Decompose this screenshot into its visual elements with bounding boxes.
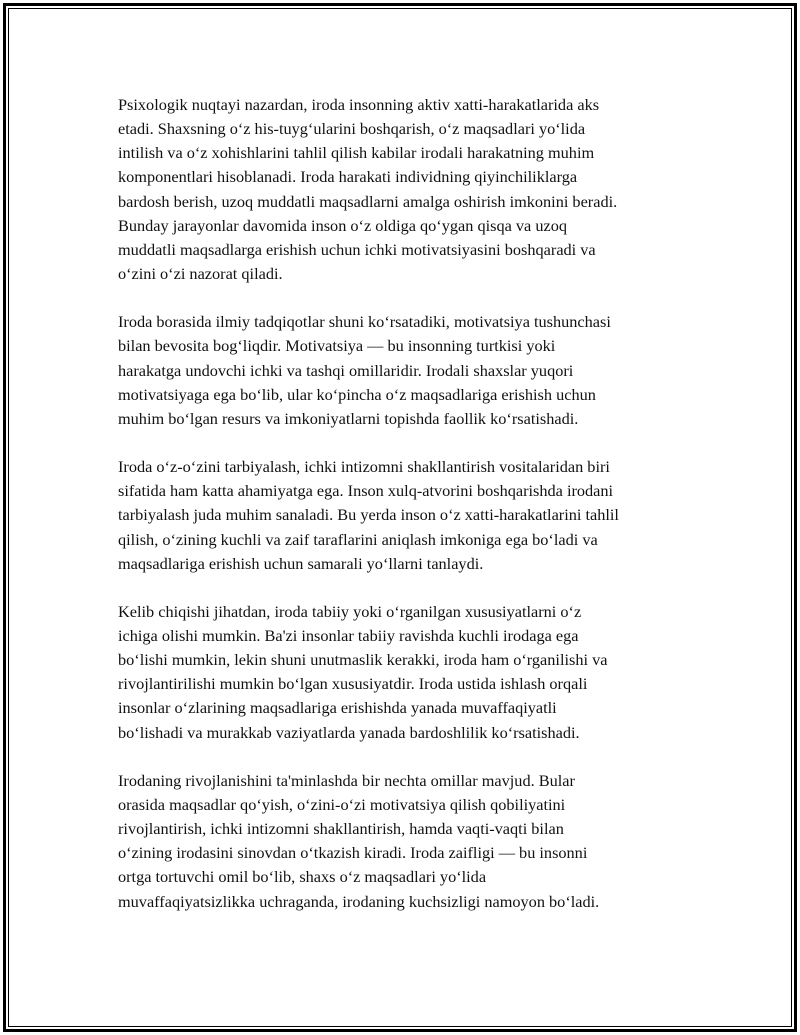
- paragraph-5: Irodaning rivojlanishini ta'minlashda bir nechta omillar mavjud. Bular orasida maqsadlar qo‘yish, o‘zini-o‘zi motivatsiya qilish qobiliyatini rivojlantirish, ichki intizomni shakllantirish, hamda vaqti-vaqti bilan o‘zining irodasini sinovdan o‘tkazish kiradi. Iroda zaifligi — bu insonni ortga tortuvchi omil bo‘lib, shaxs o‘z maqsadlari yo‘lida muvaffaqiyatsizlikka uchraganda, irodaning kuchsizligi namoyon bo‘ladi.: [118, 770, 600, 911]
- document-body: [118, 93, 693, 938]
- paragraph-2: Iroda borasida ilmiy tadqiqotlar shuni ko‘rsatadiki, motivatsiya tushunchasi bilan bevosita bog‘liqdir. Motivatsiya — bu insonning turtkisi yoki harakatga undovchi ichki va tashqi omillaridir. Irodali shaxslar yuqori motivatsiyaga ega bo‘lib, ular ko‘pincha o‘z maqsadlariga erishish uchun muhim bo‘lgan resurs va imkoniyatlarni topishda faollik ko‘rsatishadi.: [118, 312, 611, 428]
- paragraph-1: Psixologik nuqtayi nazardan, iroda insonning aktiv xatti-harakatlarida aks etadi. Shaxsning o‘z his-tuyg‘ularini boshqarish, o‘z maqsadlari yo‘lida intilish va o‘z xohishlarini tahlil qilish kabilar irodali harakatning muhim komponentlari hisoblanadi. Iroda harakati individning qiyinchiliklarga bardosh berish, uzoq muddatli maqsadlarni amalga oshirish imkonini beradi. Bunday jarayonlar davomida inson o‘z oldiga qo‘ygan qisqa va uzoq muddatli maqsadlarga erishish uchun ichki motivatsiyasini boshqaradi va o‘zini o‘zi nazorat qiladi.: [118, 95, 618, 284]
- paragraph-4: Kelib chiqishi jihatdan, iroda tabiiy yoki o‘rganilgan xususiyatlarni o‘z ichiga olishi mumkin. Ba'zi insonlar tabiiy ravishda kuchli irodaga ega bo‘lishi mumkin, lekin shuni unutmaslik kerakki, iroda ham o‘rganilishi va rivojlantirilishi mumkin bo‘lgan xususiyatdir. Iroda ustida ishlash orqali insonlar o‘zlarining maqsadlariga erishishda yanada muvaffaqiyatli bo‘lishadi va murakkab vaziyatlarda yanada bardoshlilik ko‘rsatishadi.: [118, 601, 608, 742]
- paragraph-3: Iroda o‘z-o‘zini tarbiyalash, ichki intizomni shakllantirish vositalaridan biri sifatida ham katta ahamiyatga ega. Inson xulq-atvorini boshqarishda irodani tarbiyalash juda muhim sanaladi. Bu yerda inson o‘z xatti-harakatlarini tahlil qilish, o‘zining kuchli va zaif taraflarini aniqlash imkoniga ega bo‘ladi va maqsadlariga erishish uchun samarali yo‘llarni tanlaydi.: [118, 457, 619, 573]
